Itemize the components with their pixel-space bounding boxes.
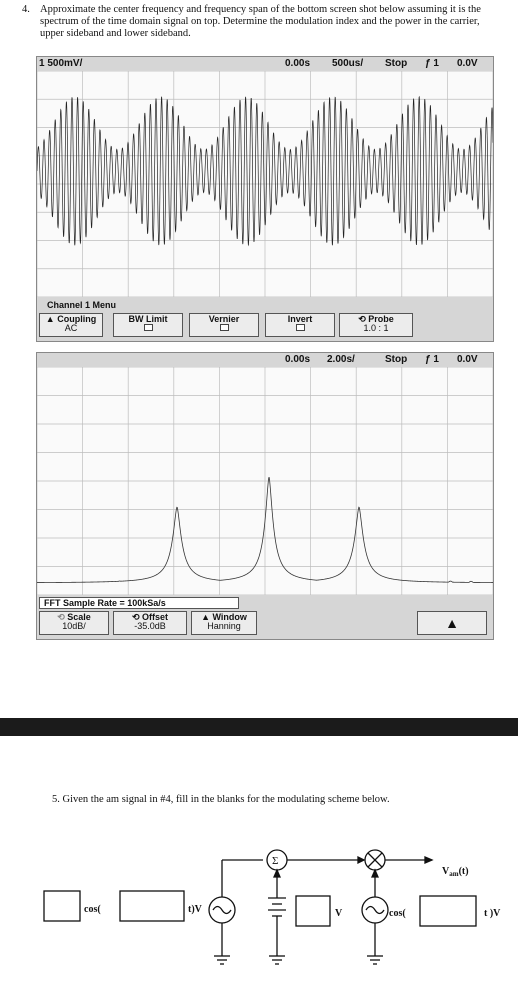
invert-label: Invert bbox=[287, 314, 313, 324]
fft-time-offset: 0.00s bbox=[285, 354, 311, 365]
page-divider bbox=[0, 718, 518, 736]
trigger-level: 0.0V bbox=[457, 58, 478, 69]
waveform-screen bbox=[37, 71, 493, 297]
probe-value: 1.0 : 1 bbox=[363, 323, 389, 333]
window-label: ▲ Window bbox=[201, 612, 247, 622]
run-state: Stop bbox=[385, 58, 408, 69]
probe-label: ⟲ Probe bbox=[358, 314, 394, 324]
channel-scale: 1 500mV/ bbox=[39, 58, 83, 69]
invert-checkbox[interactable] bbox=[296, 324, 305, 331]
offset-label: ⟲ Offset bbox=[131, 612, 169, 622]
offset-softkey[interactable] bbox=[113, 611, 187, 635]
cos-label-1: cos( bbox=[84, 904, 101, 915]
v-label: V bbox=[335, 908, 343, 919]
window-value: Hanning bbox=[207, 621, 241, 631]
scale-softkey[interactable] bbox=[39, 611, 109, 635]
blank-dc-box[interactable] bbox=[296, 896, 330, 926]
question-5-number: 5. bbox=[52, 794, 60, 805]
fft-plot bbox=[37, 367, 493, 595]
waveform-plot bbox=[37, 71, 493, 297]
arrow-up-icon: ▲ bbox=[445, 615, 459, 631]
tv-label-2: t )V bbox=[484, 908, 501, 919]
fft-trigger-level: 0.0V bbox=[457, 354, 478, 365]
bw-limit-softkey[interactable] bbox=[113, 313, 183, 337]
fft-time-scale: 2.00s/ bbox=[327, 354, 355, 365]
invert-softkey[interactable] bbox=[265, 313, 335, 337]
fft-trigger-indicator: ƒ 1 bbox=[425, 354, 439, 365]
status-bar bbox=[37, 57, 493, 70]
fft-grid bbox=[37, 367, 493, 595]
bw-limit-checkbox[interactable] bbox=[144, 324, 153, 331]
question-4-number: 4. bbox=[22, 4, 30, 15]
tv-label-1: t)V bbox=[188, 904, 202, 915]
question-5-text: Given the am signal in #4, fill in the blanks for the modulating scheme below. bbox=[62, 794, 390, 805]
cos-label-2: cos( bbox=[389, 908, 406, 919]
oscilloscope-time-domain bbox=[36, 56, 494, 342]
time-scale: 500us/ bbox=[332, 58, 364, 69]
blank-frequency-box-1[interactable] bbox=[120, 891, 184, 921]
rotate-knob-icon: ⟲ bbox=[358, 314, 366, 324]
vernier-softkey[interactable] bbox=[189, 313, 259, 337]
trigger-indicator: ƒ 1 bbox=[425, 58, 439, 69]
rotate-knob-icon: ⟲ bbox=[57, 612, 65, 622]
coupling-label: ▲ Coupling bbox=[45, 314, 97, 324]
question-4 bbox=[22, 4, 492, 40]
blank-frequency-box-2[interactable] bbox=[420, 896, 476, 926]
scale-value: 10dB/ bbox=[62, 621, 86, 631]
am-modulator-diagram bbox=[0, 838, 518, 988]
channel-menu-title: Channel 1 Menu bbox=[47, 300, 117, 310]
scale-label: ⟲ Scale bbox=[57, 612, 91, 622]
question-5 bbox=[52, 794, 390, 805]
window-softkey[interactable] bbox=[191, 611, 257, 635]
offset-value: -35.0dB bbox=[134, 621, 166, 631]
vernier-checkbox[interactable] bbox=[220, 324, 229, 331]
oscilloscope-fft bbox=[36, 352, 494, 640]
fft-status-bar bbox=[37, 353, 493, 366]
bw-limit-label: BW Limit bbox=[128, 314, 168, 324]
probe-softkey[interactable] bbox=[339, 313, 413, 337]
time-offset: 0.00s bbox=[285, 58, 311, 69]
rotate-knob-icon: ⟲ bbox=[131, 612, 140, 622]
question-4-text: Approximate the center frequency and frequency span of the bottom screen shot below assuming it is the spectrum of the time domain signal on top. Determine the modulation index and the power in the carrier, upper sideband and lower sideband. bbox=[40, 4, 481, 39]
fft-screen bbox=[37, 367, 493, 595]
output-label: $V_{am}(t)$ bbox=[442, 866, 469, 878]
menu-up-softkey[interactable] bbox=[417, 611, 487, 635]
fft-run-state: Stop bbox=[385, 354, 408, 365]
coupling-value: AC bbox=[64, 323, 78, 333]
coupling-softkey[interactable] bbox=[39, 313, 103, 337]
vernier-label: Vernier bbox=[208, 314, 240, 324]
blank-amplitude-box[interactable] bbox=[44, 891, 80, 921]
sum-symbol: Σ bbox=[272, 855, 279, 867]
fft-sample-rate: FFT Sample Rate = 100kSa/s bbox=[39, 597, 239, 609]
